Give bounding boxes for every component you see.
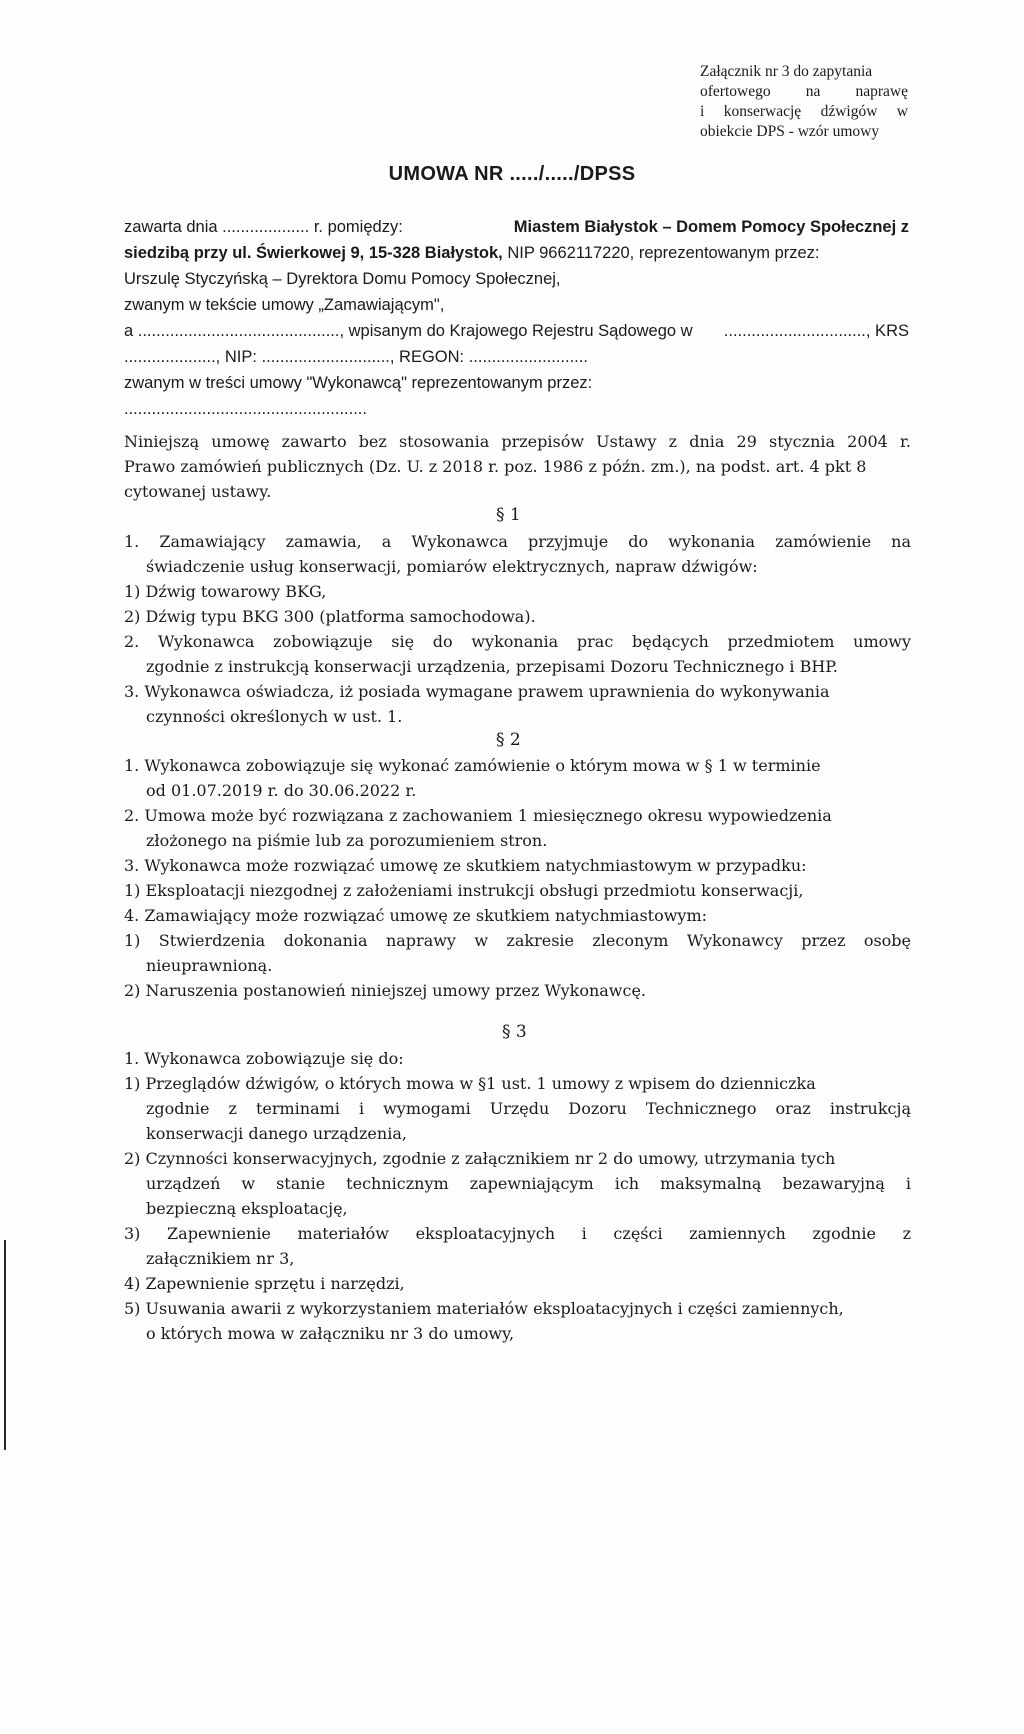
annex-line-3: [700, 102, 908, 122]
s2-p2-line-2: złożonego na piśmie lub za porozumieniem stron.: [146, 831, 548, 850]
s3-item-1-line-1: 1) Przeglądów dźwigów, o których mowa w §1 ust. 1 umowy z wpisem do dzienniczka: [124, 1074, 816, 1093]
parties-line-7: zwanym w treści umowy "Wykonawcą" reprezentowanym przez:: [124, 374, 593, 392]
intro-word: r.: [899, 432, 911, 451]
parties-line-4: zwanym w tekście umowy „Zamawiającym",: [124, 296, 445, 314]
parties-text: zawarta dnia ................... r. pomiędzy:: [124, 218, 403, 236]
s3-item-2-line-3: bezpieczną eksploatację,: [146, 1199, 348, 1218]
s3-item-1-line-3: konserwacji danego urządzenia,: [146, 1124, 407, 1143]
scan-edge-line: [4, 1240, 6, 1450]
s2-p1-line-1: 1. Wykonawca zobowiązuje się wykonać zamówienie o którym mowa w § 1 w terminie: [124, 756, 821, 775]
intro-word: Ustawy: [596, 432, 657, 451]
annex-word: na: [805, 83, 821, 100]
parties-line-2: [124, 244, 820, 263]
intro-word: Niniejszą: [124, 432, 200, 451]
intro-line-2: Prawo zamówień publicznych (Dz. U. z 2018 r. poz. 1986 z późn. zm.), na podst. art. 4 pkt 8: [124, 457, 867, 476]
parties-line-8: .....................................................: [124, 400, 367, 418]
s3-item-3-line-2: załącznikiem nr 3,: [146, 1249, 295, 1268]
parties-text: ..............................., KRS: [723, 322, 909, 340]
s2-p4-item-2: 2) Naruszenia postanowień niniejszej umowy przez Wykonawcę.: [124, 981, 646, 1000]
s3-item-2-line-2: urządzeń w stanie technicznym zapewniającym ich maksymalną bezawaryjną i: [146, 1174, 911, 1193]
s1-item-2: 2) Dźwig typu BKG 300 (platforma samochodowa).: [124, 607, 536, 626]
section-1-heading: § 1: [496, 505, 521, 525]
s3-item-1-line-2: zgodnie z terminami i wymogami Urzędu Dozoru Technicznego oraz instrukcją: [146, 1099, 911, 1118]
s1-p1-line-1: 1. Zamawiający zamawia, a Wykonawca przyjmuje do wykonania zamówienie na: [124, 532, 911, 551]
annex-word: ofertowego: [700, 83, 771, 100]
intro-word: stycznia: [769, 432, 836, 451]
s3-p1: 1. Wykonawca zobowiązuje się do:: [124, 1049, 404, 1068]
intro-word: przepisów: [501, 432, 585, 451]
intro-line-3: cytowanej ustawy.: [124, 482, 272, 501]
intro-word: umowę: [211, 432, 270, 451]
parties-line-3: Urszulę Styczyńską – Dyrektora Domu Pomocy Społecznej,: [124, 270, 561, 288]
s3-item-2-line-1: 2) Czynności konserwacyjnych, zgodnie z załącznikiem nr 2 do umowy, utrzymania tych: [124, 1149, 836, 1168]
s2-p4-item-1: 1) Stwierdzenia dokonania naprawy w zakresie zleconym Wykonawcy przez osobę: [124, 931, 911, 950]
s3-item-5-line-2: o których mowa w załączniku nr 3 do umowy,: [146, 1324, 515, 1343]
parties-line-6: ...................., NIP: ............................, REGON: ..........................: [124, 348, 588, 366]
intro-word: 29: [736, 432, 757, 451]
s2-p3-item-1: 1) Eksploatacji niezgodnej z założeniami instrukcji obsługi przedmiotu konserwacji,: [124, 881, 804, 900]
intro-word: zawarto: [281, 432, 347, 451]
s2-p3-line-1: 3. Wykonawca może rozwiązać umowę ze skutkiem natychmiastowym w przypadku:: [124, 856, 807, 875]
intro-word: bez: [358, 432, 387, 451]
parties-line-5: [124, 322, 909, 341]
s1-p2-line-2: zgodnie z instrukcją konserwacji urządzenia, przepisami Dozoru Technicznego i BHP.: [146, 657, 838, 676]
s1-p2-line-1: 2. Wykonawca zobowiązuje się do wykonania prac będących przedmiotem umowy: [124, 632, 911, 651]
annex-word: naprawę: [855, 83, 908, 100]
intro-line-1: [124, 432, 911, 451]
s1-item-1: 1) Dźwig towarowy BKG,: [124, 582, 327, 601]
annex-word: i: [700, 103, 705, 120]
s3-item-3-line-1: 3) Zapewnienie materiałów eksploatacyjnych i części zamiennych zgodnie z: [124, 1224, 911, 1243]
annex-word: dźwigów: [820, 103, 878, 120]
s1-p3-line-2: czynności określonych w ust. 1.: [146, 707, 403, 726]
intro-word: 2004: [847, 432, 888, 451]
intro-word: z: [668, 432, 678, 451]
s2-p1-line-2: od 01.07.2019 r. do 30.06.2022 r.: [146, 781, 417, 800]
s1-p3-line-1: 3. Wykonawca oświadcza, iż posiada wymagane prawem uprawnienia do wykonywania: [124, 682, 830, 701]
s1-p1-line-2: świadczenie usług konserwacji, pomiarów elektrycznych, napraw dźwigów:: [146, 557, 758, 576]
parties-bold-text: siedzibą przy ul. Świerkowej 9, 15-328 Białystok,: [124, 244, 503, 262]
annex-line-4: obiekcie DPS - wzór umowy: [700, 123, 880, 140]
annex-line-1: Załącznik nr 3 do zapytania: [700, 63, 873, 80]
s2-p4-item-1-cont: nieuprawnioną.: [146, 956, 273, 975]
s2-p2-line-1: 2. Umowa może być rozwiązana z zachowaniem 1 miesięcznego okresu wypowiedzenia: [124, 806, 832, 825]
intro-word: dnia: [689, 432, 725, 451]
s3-item-5-line-1: 5) Usuwania awarii z wykorzystaniem materiałów eksploatacyjnych i części zamiennych,: [124, 1299, 844, 1318]
parties-text: a ............................................, wpisanym do Krajowego Rejestru Sądowego w: [124, 322, 693, 340]
intro-word: stosowania: [398, 432, 490, 451]
contract-title: UMOWA NR ...../...../DPSS: [388, 163, 636, 185]
annex-word: konserwację: [723, 103, 802, 120]
s2-p4-line-1: 4. Zamawiający może rozwiązać umowę ze skutkiem natychmiastowym:: [124, 906, 708, 925]
s3-item-4: 4) Zapewnienie sprzętu i narzędzi,: [124, 1274, 405, 1293]
section-2-heading: § 2: [496, 730, 521, 750]
parties-bold-text: Miastem Białystok – Domem Pomocy Społecznej z: [513, 218, 909, 236]
parties-line-1: [124, 218, 909, 237]
section-3-heading: § 3: [502, 1022, 527, 1042]
parties-text: NIP 9662117220, reprezentowanym przez:: [502, 244, 820, 262]
annex-note: [700, 62, 908, 142]
annex-word: w: [896, 103, 908, 120]
annex-line-2: [700, 82, 908, 102]
